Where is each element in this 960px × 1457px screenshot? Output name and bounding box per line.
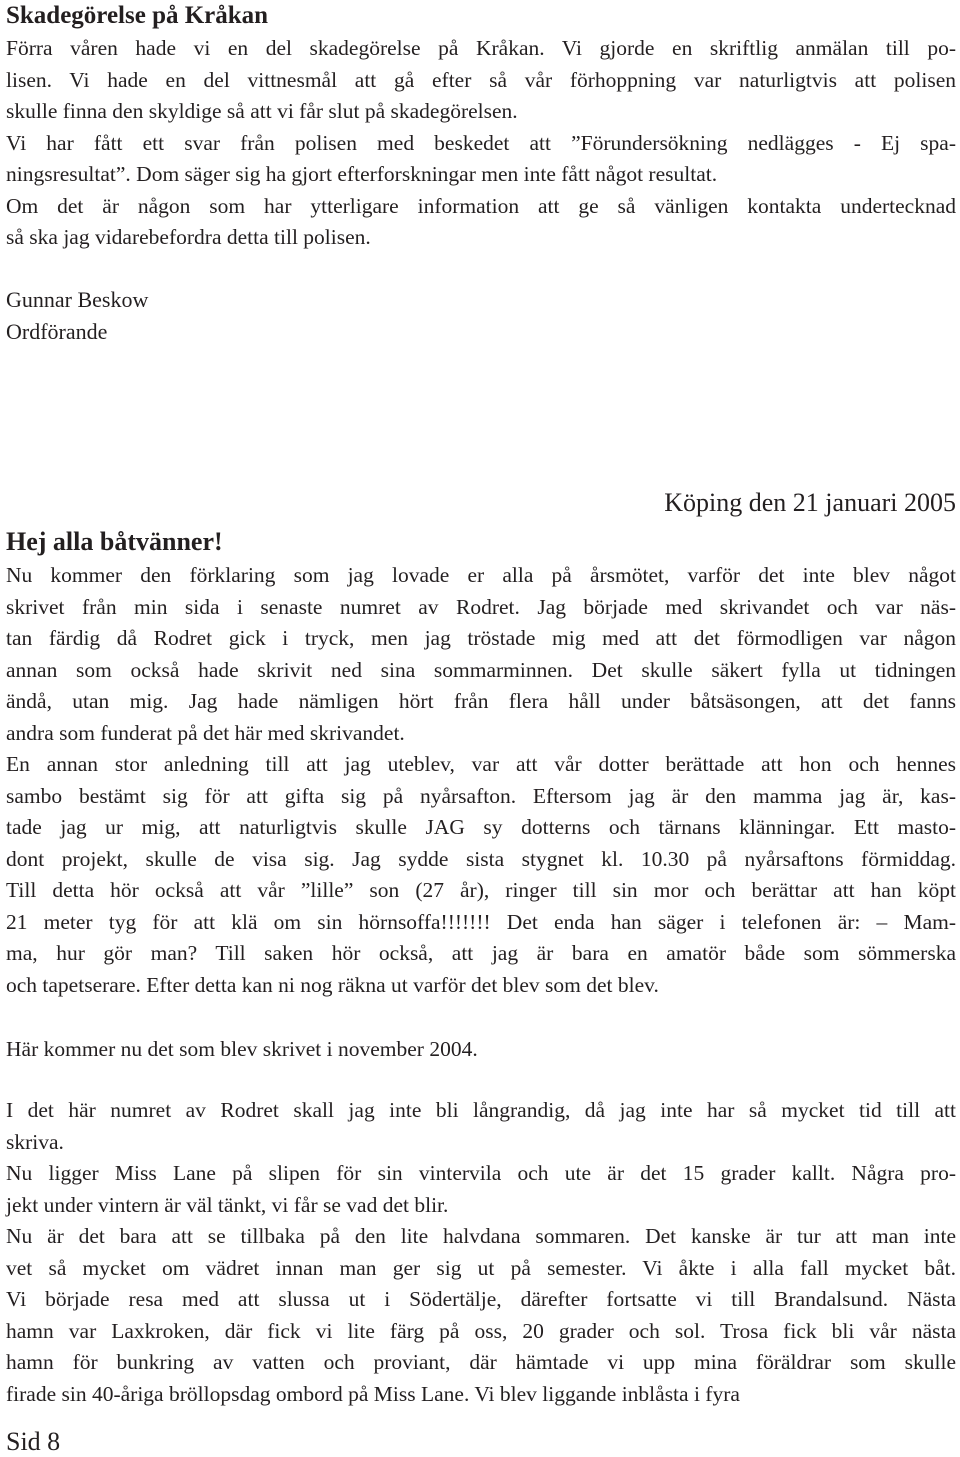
text-line: Om det är någon som har ytterligare information att ge så vänligen kontakta undertecknad: [6, 193, 956, 218]
text-line: jekt under vintern är väl tänkt, vi får se vad det blir.: [6, 1192, 449, 1217]
text-line: skulle finna den skyldige så att vi får slut på skadegörelsen.: [6, 99, 518, 123]
text-line: dont projekt, skulle de visa sig. Jag sydde sista stygnet kl. 10.30 på nyårsaftons förmiddag.: [6, 846, 956, 871]
text-line: tade jag ur mig, att naturligtvis skulle JAG sy dotterns och tärnans klänningar. Ett masto-: [6, 815, 956, 839]
text-line: Här kommer nu det som blev skrivet i november 2004.: [6, 1037, 478, 1061]
text-line: hamn var Laxkroken, där fick vi lite färg på oss, 20 grader och sol. Trosa fick bli vår nästa: [6, 1318, 956, 1343]
section2-paragraph-1: [6, 560, 956, 1001]
text-line: vet så mycket om vädret innan man ger sig ut på semester. Vi åkte i alla fall mycket båt.: [6, 1255, 956, 1280]
text-line: Vi började resa med att slussa ut i Södertälje, därefter fortsatte vi till Brandalsund. Nästa: [6, 1287, 956, 1311]
text-line: och tapetserare. Efter detta kan ni nog räkna ut varför det blev som det blev.: [6, 972, 659, 997]
text-line: skriva.: [6, 1129, 64, 1154]
section2-paragraph-3: [6, 1095, 956, 1410]
text-line: Vi har fått ett svar från polisen med beskedet att ”Förundersökning nedlägges - Ej spa-: [6, 130, 956, 155]
text-line: annan som också hade skrivit ned sina sommarminnen. Det skulle säkert fylla ut tidningen: [6, 657, 956, 682]
text-line: En annan stor anledning till att jag uteblev, var att vår dotter berättade att hon och hennes: [6, 752, 956, 776]
text-line: andra som funderat på det här med skrivandet.: [6, 720, 405, 745]
text-line: ändå, utan mig. Jag hade nämligen hört från flera håll under båtsäsongen, att det fanns: [6, 689, 956, 713]
text-line: lisen. Vi hade en del vittnesmål att gå efter så vår förhoppning var naturligtvis att polisen: [6, 67, 956, 92]
section-heading: Hej alla båtvänner!: [6, 527, 223, 556]
text-line: ma, hur gör man? Till saken hör också, att jag är bara en amatör både som sömmerska: [6, 941, 956, 965]
text-line: Förra våren hade vi en del skadegörelse på Kråkan. Vi gjorde en skriftlig anmälan till po-: [6, 36, 956, 60]
text-line: Nu är det bara att se tillbaka på den lite halvdana sommaren. Det kanske är tur att man inte: [6, 1224, 956, 1248]
signature-block: [6, 284, 956, 348]
text-line: sambo bestämt sig för att gifta sig på nyårsafton. Eftersom jag är den mamma jag är, kas-: [6, 783, 956, 808]
text-line: I det här numret av Rodret skall jag inte bli långrandig, då jag inte har så mycket tid till att: [6, 1098, 956, 1122]
text-line: Nu kommer den förklaring som jag lovade er alla på årsmötet, varför det inte blev något: [6, 563, 956, 587]
section-skadegorelse: [6, 1, 956, 31]
section2-paragraph-2: [6, 1034, 956, 1066]
section-batvanner: [6, 527, 956, 557]
text-line: firade sin 40-åriga bröllopsdag ombord på Miss Lane. Vi blev liggande inblåsta i fyra: [6, 1381, 740, 1406]
text-line: Nu ligger Miss Lane på slipen för sin vintervila och ute är det 15 grader kallt. Några pro-: [6, 1161, 956, 1185]
signature-title: Ordförande: [6, 319, 108, 344]
text-line: Till detta hör också att vår ”lille” son (27 år), ringer till sin mor och berättar att han köpt: [6, 878, 956, 902]
page-number: Sid 8: [6, 1427, 61, 1456]
section-heading: Skadegörelse på Kråkan: [6, 2, 269, 29]
text-line: hamn för bunkring av vatten och proviant, där hämtade vi upp mina föräldrar som skulle: [6, 1350, 956, 1374]
text-line: tan färdig då Rodret gick i tryck, men jag tröstade mig med att det förmodligen var någon: [6, 626, 956, 650]
text-line: 21 meter tyg för att klä om sin hörnsoffa!!!!!!! Det enda han säger i telefonen är: – Mam-: [6, 909, 956, 934]
signature-name: Gunnar Beskow: [6, 287, 149, 312]
text-line: så ska jag vidarebefordra detta till polisen.: [6, 225, 371, 249]
section1-body: [6, 33, 956, 254]
dateline: Köping den 21 januari 2005: [664, 488, 956, 517]
text-line: skrivet från min sida i senaste numret av Rodret. Jag började med skrivandet och var näs-: [6, 594, 956, 619]
text-line: ningsresultat”. Dom säger sig ha gjort efterforskningar men inte fått något resultat.: [6, 162, 718, 186]
